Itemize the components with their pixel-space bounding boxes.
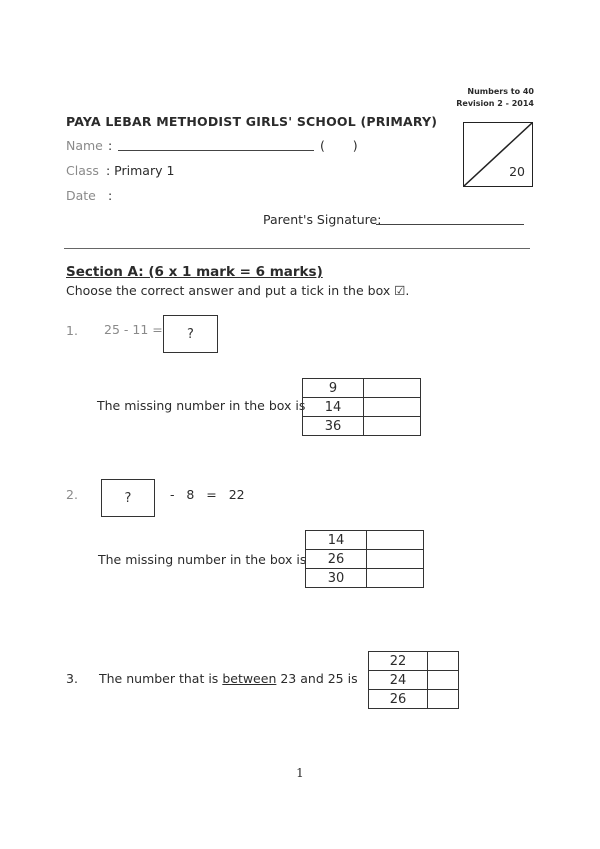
question-3-prompt xyxy=(99,671,358,686)
date-label: Date xyxy=(66,188,96,203)
name-label: Name xyxy=(66,138,103,153)
page-number: 1 xyxy=(296,766,304,780)
option-value: 26 xyxy=(306,550,367,569)
option-value: 36 xyxy=(303,417,364,436)
section-a-title: Section A: (6 x 1 mark = 6 marks) xyxy=(66,264,323,280)
option-row xyxy=(306,550,424,569)
name-field-line[interactable] xyxy=(118,150,314,151)
option-row xyxy=(303,417,421,436)
option-value: 22 xyxy=(369,652,428,671)
tick-box[interactable] xyxy=(428,652,459,671)
school-name: PAYA LEBAR METHODIST GIRLS' SCHOOL (PRIMARY) xyxy=(66,114,438,129)
tick-box[interactable] xyxy=(364,398,421,417)
question-1-prompt: The missing number in the box is xyxy=(97,398,306,413)
tick-box[interactable] xyxy=(367,550,424,569)
tick-box[interactable] xyxy=(428,671,459,690)
parent-signature-label: Parent's Signature: xyxy=(263,212,382,227)
question-1-number: 1. xyxy=(66,323,78,338)
question-2-equation: - 8 = 22 xyxy=(170,487,245,502)
topic-label: Numbers to 40 xyxy=(467,87,534,96)
question-1-equation: 25 - 11 = xyxy=(104,322,163,337)
question-3-prompt-pre: The number that is xyxy=(99,671,219,686)
index-number-brackets[interactable]: ( ) xyxy=(320,138,358,153)
option-value: 26 xyxy=(369,690,428,709)
tick-box[interactable] xyxy=(367,531,424,550)
option-value: 14 xyxy=(303,398,364,417)
tick-box[interactable] xyxy=(364,417,421,436)
section-a-instruction: Choose the correct answer and put a tick in the box ☑. xyxy=(66,283,410,298)
option-value: 30 xyxy=(306,569,367,588)
option-row xyxy=(369,690,459,709)
question-2-options xyxy=(305,530,424,588)
question-2-missing-box: ? xyxy=(101,479,155,517)
question-3-emphasis: between xyxy=(222,671,277,686)
option-row xyxy=(303,398,421,417)
question-2-number: 2. xyxy=(66,487,78,502)
option-row xyxy=(303,379,421,398)
question-3-number: 3. xyxy=(66,671,78,686)
question-3-options xyxy=(368,651,459,709)
date-colon: : xyxy=(108,188,113,203)
option-row xyxy=(306,569,424,588)
parent-signature-line[interactable] xyxy=(376,224,524,225)
score-box xyxy=(463,122,533,187)
total-marks: 20 xyxy=(509,164,525,179)
tick-box[interactable] xyxy=(367,569,424,588)
question-2-prompt: The missing number in the box is xyxy=(98,552,307,567)
option-value: 24 xyxy=(369,671,428,690)
option-value: 14 xyxy=(306,531,367,550)
header-divider xyxy=(64,248,530,249)
option-row xyxy=(369,652,459,671)
tick-box[interactable] xyxy=(364,379,421,398)
class-value: : Primary 1 xyxy=(106,163,175,178)
name-colon: : xyxy=(108,138,113,153)
option-value: 9 xyxy=(303,379,364,398)
option-row xyxy=(306,531,424,550)
class-label: Class xyxy=(66,163,99,178)
question-3-prompt-post: 23 and 25 is xyxy=(280,671,358,686)
question-1-options xyxy=(302,378,421,436)
option-row xyxy=(369,671,459,690)
question-1-missing-box: ? xyxy=(163,315,218,353)
tick-box[interactable] xyxy=(428,690,459,709)
revision-label: Revision 2 - 2014 xyxy=(456,99,534,108)
